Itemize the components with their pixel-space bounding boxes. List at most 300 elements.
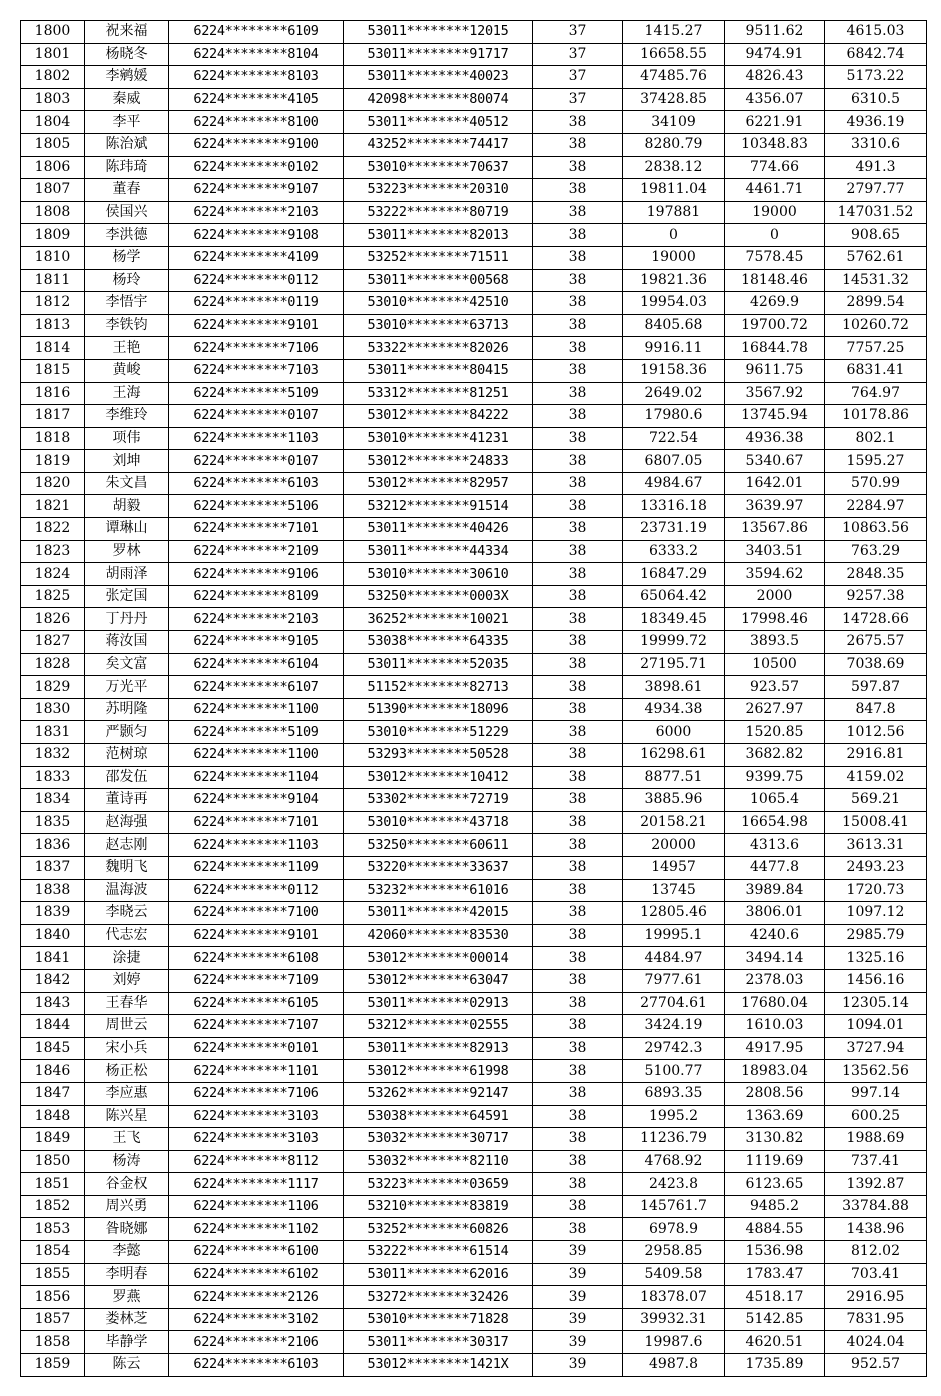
cell-amount-1: 20158.21: [623, 811, 725, 834]
cell-amount-1: 8405.68: [623, 314, 725, 337]
cell-amount-2: 16844.78: [725, 337, 825, 360]
cell-id-number: 53011********62016: [344, 1263, 533, 1286]
cell-age: 38: [533, 721, 623, 744]
cell-age: 38: [533, 1195, 623, 1218]
cell-amount-3: 1456.16: [825, 969, 927, 992]
cell-id-number: 53010********63713: [344, 314, 533, 337]
cell-bank-card: 6224********7106: [169, 1082, 344, 1105]
table-row: [21, 359, 927, 382]
cell-row-number: 1828: [21, 653, 85, 676]
table-row: [21, 1354, 927, 1377]
cell-amount-3: 1988.69: [825, 1128, 927, 1151]
cell-name: 朱文昌: [85, 472, 169, 495]
cell-amount-3: 15008.41: [825, 811, 927, 834]
cell-amount-2: 4620.51: [725, 1331, 825, 1354]
cell-age: 38: [533, 179, 623, 202]
cell-bank-card: 6224********5109: [169, 721, 344, 744]
cell-row-number: 1820: [21, 472, 85, 495]
cell-amount-3: 908.65: [825, 224, 927, 247]
cell-bank-card: 6224********0107: [169, 405, 344, 428]
cell-amount-2: 10348.83: [725, 133, 825, 156]
table-row: [21, 856, 927, 879]
cell-name: 矣文富: [85, 653, 169, 676]
cell-amount-2: 5340.67: [725, 450, 825, 473]
table-row: [21, 382, 927, 405]
cell-amount-3: 4936.19: [825, 111, 927, 134]
cell-bank-card: 6224********1103: [169, 427, 344, 450]
cell-id-number: 53212********02555: [344, 1015, 533, 1038]
cell-bank-card: 6224********5106: [169, 495, 344, 518]
cell-bank-card: 6224********7101: [169, 518, 344, 541]
cell-amount-1: 3885.96: [623, 789, 725, 812]
cell-amount-2: 13567.86: [725, 518, 825, 541]
cell-id-number: 53012********61998: [344, 1060, 533, 1083]
cell-amount-1: 23731.19: [623, 518, 725, 541]
cell-row-number: 1837: [21, 856, 85, 879]
cell-amount-1: 6000: [623, 721, 725, 744]
cell-name: 邵发伍: [85, 766, 169, 789]
cell-name: 董春: [85, 179, 169, 202]
cell-row-number: 1844: [21, 1015, 85, 1038]
cell-row-number: 1842: [21, 969, 85, 992]
cell-name: 陈兴星: [85, 1105, 169, 1128]
cell-age: 39: [533, 1241, 623, 1264]
cell-bank-card: 6224********9104: [169, 789, 344, 812]
cell-amount-1: 2958.85: [623, 1241, 725, 1264]
table-row: [21, 427, 927, 450]
cell-amount-3: 847.8: [825, 698, 927, 721]
cell-age: 39: [533, 1263, 623, 1286]
cell-amount-1: 2423.8: [623, 1173, 725, 1196]
cell-id-number: 53011********42015: [344, 902, 533, 925]
cell-amount-1: 722.54: [623, 427, 725, 450]
cell-id-number: 53010********51229: [344, 721, 533, 744]
table-row: [21, 156, 927, 179]
cell-age: 38: [533, 1173, 623, 1196]
cell-bank-card: 6224********1109: [169, 856, 344, 879]
cell-row-number: 1825: [21, 585, 85, 608]
cell-bank-card: 6224********2126: [169, 1286, 344, 1309]
table-row: [21, 1308, 927, 1331]
cell-amount-1: 12805.46: [623, 902, 725, 925]
cell-amount-3: 1325.16: [825, 947, 927, 970]
table-row: [21, 337, 927, 360]
cell-row-number: 1818: [21, 427, 85, 450]
cell-age: 38: [533, 1128, 623, 1151]
cell-amount-1: 14957: [623, 856, 725, 879]
cell-bank-card: 6224********6107: [169, 676, 344, 699]
cell-age: 38: [533, 969, 623, 992]
cell-amount-1: 17980.6: [623, 405, 725, 428]
cell-amount-3: 1094.01: [825, 1015, 927, 1038]
cell-amount-2: 18983.04: [725, 1060, 825, 1083]
cell-name: 侯国兴: [85, 201, 169, 224]
cell-id-number: 53272********32426: [344, 1286, 533, 1309]
cell-amount-2: 4884.55: [725, 1218, 825, 1241]
cell-age: 38: [533, 631, 623, 654]
cell-age: 38: [533, 540, 623, 563]
cell-amount-3: 600.25: [825, 1105, 927, 1128]
cell-amount-1: 19821.36: [623, 269, 725, 292]
cell-amount-3: 2848.35: [825, 563, 927, 586]
cell-amount-2: 16654.98: [725, 811, 825, 834]
cell-amount-2: 4461.71: [725, 179, 825, 202]
cell-age: 38: [533, 698, 623, 721]
cell-age: 38: [533, 133, 623, 156]
table-row: [21, 1060, 927, 1083]
cell-amount-2: 4477.8: [725, 856, 825, 879]
cell-amount-3: 13562.56: [825, 1060, 927, 1083]
cell-row-number: 1826: [21, 608, 85, 631]
cell-row-number: 1824: [21, 563, 85, 586]
table-row: [21, 269, 927, 292]
cell-age: 38: [533, 156, 623, 179]
cell-age: 37: [533, 43, 623, 66]
table-row: [21, 1218, 927, 1241]
cell-bank-card: 6224********8109: [169, 585, 344, 608]
cell-row-number: 1859: [21, 1354, 85, 1377]
cell-id-number: 53038********64591: [344, 1105, 533, 1128]
table-row: [21, 21, 927, 44]
cell-name: 杨晓冬: [85, 43, 169, 66]
cell-id-number: 53212********91514: [344, 495, 533, 518]
cell-amount-2: 6123.65: [725, 1173, 825, 1196]
cell-age: 38: [533, 947, 623, 970]
cell-row-number: 1848: [21, 1105, 85, 1128]
cell-id-number: 53010********42510: [344, 292, 533, 315]
cell-bank-card: 6224********1117: [169, 1173, 344, 1196]
cell-amount-2: 5142.85: [725, 1308, 825, 1331]
cell-row-number: 1858: [21, 1331, 85, 1354]
cell-amount-3: 10260.72: [825, 314, 927, 337]
cell-age: 39: [533, 1308, 623, 1331]
cell-id-number: 53012********84222: [344, 405, 533, 428]
cell-name: 王海: [85, 382, 169, 405]
cell-amount-3: 5173.22: [825, 66, 927, 89]
cell-amount-1: 4987.8: [623, 1354, 725, 1377]
table-row: [21, 224, 927, 247]
table-row: [21, 676, 927, 699]
cell-row-number: 1807: [21, 179, 85, 202]
cell-id-number: 53011********30317: [344, 1331, 533, 1354]
cell-amount-1: 19987.6: [623, 1331, 725, 1354]
cell-name: 罗林: [85, 540, 169, 563]
cell-name: 涂捷: [85, 947, 169, 970]
cell-amount-3: 6842.74: [825, 43, 927, 66]
table-row: [21, 450, 927, 473]
cell-bank-card: 6224********6103: [169, 1354, 344, 1377]
cell-amount-1: 27704.61: [623, 992, 725, 1015]
cell-id-number: 53222********80719: [344, 201, 533, 224]
cell-row-number: 1849: [21, 1128, 85, 1151]
cell-amount-1: 4934.38: [623, 698, 725, 721]
cell-amount-3: 764.97: [825, 382, 927, 405]
cell-amount-3: 952.57: [825, 1354, 927, 1377]
cell-id-number: 53011********91717: [344, 43, 533, 66]
cell-name: 范树琼: [85, 744, 169, 767]
cell-amount-3: 4024.04: [825, 1331, 927, 1354]
cell-name: 温海波: [85, 879, 169, 902]
cell-amount-2: 4936.38: [725, 427, 825, 450]
cell-amount-3: 10863.56: [825, 518, 927, 541]
cell-amount-3: 1438.96: [825, 1218, 927, 1241]
cell-bank-card: 6224********9107: [169, 179, 344, 202]
cell-id-number: 53312********81251: [344, 382, 533, 405]
table-row: [21, 608, 927, 631]
cell-id-number: 42060********83530: [344, 924, 533, 947]
cell-amount-2: 4917.95: [725, 1037, 825, 1060]
cell-amount-3: 4159.02: [825, 766, 927, 789]
cell-amount-3: 2916.81: [825, 744, 927, 767]
cell-name: 杨正松: [85, 1060, 169, 1083]
cell-amount-1: 1995.2: [623, 1105, 725, 1128]
cell-amount-2: 3130.82: [725, 1128, 825, 1151]
cell-amount-3: 1392.87: [825, 1173, 927, 1196]
cell-amount-3: 763.29: [825, 540, 927, 563]
cell-row-number: 1845: [21, 1037, 85, 1060]
cell-bank-card: 6224********1104: [169, 766, 344, 789]
table-row: [21, 1173, 927, 1196]
cell-row-number: 1851: [21, 1173, 85, 1196]
cell-amount-1: 197881: [623, 201, 725, 224]
table-row: [21, 721, 927, 744]
cell-amount-2: 4313.6: [725, 834, 825, 857]
table-row: [21, 744, 927, 767]
cell-name: 杨学: [85, 246, 169, 269]
cell-name: 毕静学: [85, 1331, 169, 1354]
cell-amount-3: 14728.66: [825, 608, 927, 631]
cell-bank-card: 6224********0101: [169, 1037, 344, 1060]
cell-amount-1: 4768.92: [623, 1150, 725, 1173]
cell-amount-3: 10178.86: [825, 405, 927, 428]
cell-bank-card: 6224********4109: [169, 246, 344, 269]
cell-amount-2: 17998.46: [725, 608, 825, 631]
cell-name: 王春华: [85, 992, 169, 1015]
cell-name: 祝来福: [85, 21, 169, 44]
cell-amount-1: 16658.55: [623, 43, 725, 66]
cell-name: 李洪德: [85, 224, 169, 247]
cell-row-number: 1836: [21, 834, 85, 857]
cell-age: 38: [533, 427, 623, 450]
cell-age: 39: [533, 1354, 623, 1377]
cell-amount-2: 2378.03: [725, 969, 825, 992]
cell-bank-card: 6224********1103: [169, 834, 344, 857]
table-row: [21, 924, 927, 947]
cell-name: 杨玲: [85, 269, 169, 292]
cell-age: 38: [533, 495, 623, 518]
cell-name: 严颢匀: [85, 721, 169, 744]
cell-id-number: 53011********40426: [344, 518, 533, 541]
table-row: [21, 111, 927, 134]
cell-id-number: 53011********82013: [344, 224, 533, 247]
cell-row-number: 1827: [21, 631, 85, 654]
cell-amount-2: 3806.01: [725, 902, 825, 925]
cell-name: 李明春: [85, 1263, 169, 1286]
record-table: [20, 20, 927, 1377]
cell-age: 38: [533, 834, 623, 857]
cell-amount-1: 34109: [623, 111, 725, 134]
cell-row-number: 1830: [21, 698, 85, 721]
cell-age: 38: [533, 1082, 623, 1105]
cell-id-number: 53010********41231: [344, 427, 533, 450]
cell-bank-card: 6224********7106: [169, 337, 344, 360]
table-row: [21, 495, 927, 518]
cell-amount-3: 14531.32: [825, 269, 927, 292]
cell-amount-1: 19158.36: [623, 359, 725, 382]
cell-age: 37: [533, 21, 623, 44]
cell-row-number: 1854: [21, 1241, 85, 1264]
cell-bank-card: 6224********3102: [169, 1308, 344, 1331]
cell-row-number: 1811: [21, 269, 85, 292]
cell-amount-1: 13745: [623, 879, 725, 902]
cell-amount-3: 7757.25: [825, 337, 927, 360]
cell-amount-1: 9916.11: [623, 337, 725, 360]
table-row: [21, 405, 927, 428]
cell-row-number: 1856: [21, 1286, 85, 1309]
table-row: [21, 653, 927, 676]
cell-amount-1: 3898.61: [623, 676, 725, 699]
cell-id-number: 53262********92147: [344, 1082, 533, 1105]
cell-age: 38: [533, 201, 623, 224]
cell-name: 赵志刚: [85, 834, 169, 857]
cell-id-number: 53210********83819: [344, 1195, 533, 1218]
cell-amount-1: 65064.42: [623, 585, 725, 608]
cell-id-number: 53223********03659: [344, 1173, 533, 1196]
table-row: [21, 43, 927, 66]
cell-amount-2: 9485.2: [725, 1195, 825, 1218]
cell-name: 周世云: [85, 1015, 169, 1038]
cell-age: 37: [533, 66, 623, 89]
cell-amount-1: 7977.61: [623, 969, 725, 992]
cell-bank-card: 6224********2109: [169, 540, 344, 563]
cell-id-number: 53010********71828: [344, 1308, 533, 1331]
cell-name: 罗燕: [85, 1286, 169, 1309]
cell-id-number: 53010********70637: [344, 156, 533, 179]
cell-amount-2: 2000: [725, 585, 825, 608]
cell-amount-3: 491.3: [825, 156, 927, 179]
cell-bank-card: 6224********2103: [169, 201, 344, 224]
cell-name: 赵海强: [85, 811, 169, 834]
cell-bank-card: 6224********2103: [169, 608, 344, 631]
cell-amount-2: 1642.01: [725, 472, 825, 495]
cell-amount-3: 9257.38: [825, 585, 927, 608]
cell-amount-2: 3989.84: [725, 879, 825, 902]
cell-amount-1: 39932.31: [623, 1308, 725, 1331]
cell-id-number: 53011********40512: [344, 111, 533, 134]
cell-id-number: 53038********64335: [344, 631, 533, 654]
table-body: [21, 21, 927, 1377]
cell-bank-card: 6224********1102: [169, 1218, 344, 1241]
table-row: [21, 540, 927, 563]
cell-id-number: 53252********60826: [344, 1218, 533, 1241]
cell-row-number: 1804: [21, 111, 85, 134]
cell-age: 38: [533, 1060, 623, 1083]
cell-id-number: 53223********20310: [344, 179, 533, 202]
cell-amount-3: 6831.41: [825, 359, 927, 382]
cell-name: 宋小兵: [85, 1037, 169, 1060]
cell-amount-2: 4826.43: [725, 66, 825, 89]
cell-row-number: 1806: [21, 156, 85, 179]
cell-age: 39: [533, 1331, 623, 1354]
cell-row-number: 1809: [21, 224, 85, 247]
cell-amount-2: 9511.62: [725, 21, 825, 44]
cell-id-number: 53012********24833: [344, 450, 533, 473]
cell-amount-3: 2916.95: [825, 1286, 927, 1309]
cell-amount-2: 2808.56: [725, 1082, 825, 1105]
cell-row-number: 1803: [21, 88, 85, 111]
cell-amount-1: 4484.97: [623, 947, 725, 970]
cell-amount-3: 1595.27: [825, 450, 927, 473]
cell-name: 刘婷: [85, 969, 169, 992]
cell-amount-1: 0: [623, 224, 725, 247]
table-row: [21, 766, 927, 789]
cell-age: 38: [533, 292, 623, 315]
cell-name: 昝晓娜: [85, 1218, 169, 1241]
cell-bank-card: 6224********9101: [169, 924, 344, 947]
cell-amount-1: 2838.12: [623, 156, 725, 179]
cell-amount-1: 19811.04: [623, 179, 725, 202]
cell-bank-card: 6224********1100: [169, 698, 344, 721]
cell-bank-card: 6224********1101: [169, 1060, 344, 1083]
table-row: [21, 314, 927, 337]
cell-amount-1: 29742.3: [623, 1037, 725, 1060]
cell-id-number: 53232********61016: [344, 879, 533, 902]
cell-name: 项伟: [85, 427, 169, 450]
cell-bank-card: 6224********4105: [169, 88, 344, 111]
cell-amount-3: 737.41: [825, 1150, 927, 1173]
cell-id-number: 53302********72719: [344, 789, 533, 812]
cell-row-number: 1821: [21, 495, 85, 518]
cell-bank-card: 6224********2106: [169, 1331, 344, 1354]
cell-age: 38: [533, 1218, 623, 1241]
table-row: [21, 1128, 927, 1151]
cell-age: 38: [533, 224, 623, 247]
cell-amount-3: 2985.79: [825, 924, 927, 947]
cell-name: 张定国: [85, 585, 169, 608]
cell-name: 陈治斌: [85, 133, 169, 156]
cell-amount-3: 2675.57: [825, 631, 927, 654]
cell-amount-1: 5100.77: [623, 1060, 725, 1083]
cell-bank-card: 6224********1100: [169, 744, 344, 767]
cell-amount-2: 7578.45: [725, 246, 825, 269]
cell-age: 38: [533, 653, 623, 676]
cell-amount-1: 2649.02: [623, 382, 725, 405]
cell-row-number: 1832: [21, 744, 85, 767]
cell-amount-2: 4269.9: [725, 292, 825, 315]
cell-amount-2: 3594.62: [725, 563, 825, 586]
table-row: [21, 518, 927, 541]
cell-row-number: 1831: [21, 721, 85, 744]
table-row: [21, 563, 927, 586]
cell-bank-card: 6224********7109: [169, 969, 344, 992]
cell-amount-2: 4356.07: [725, 88, 825, 111]
table-row: [21, 1037, 927, 1060]
cell-row-number: 1839: [21, 902, 85, 925]
cell-name: 谭琳山: [85, 518, 169, 541]
cell-age: 38: [533, 902, 623, 925]
cell-row-number: 1800: [21, 21, 85, 44]
cell-amount-1: 19954.03: [623, 292, 725, 315]
cell-age: 38: [533, 1037, 623, 1060]
cell-row-number: 1816: [21, 382, 85, 405]
cell-amount-2: 3682.82: [725, 744, 825, 767]
cell-id-number: 53012********63047: [344, 969, 533, 992]
cell-id-number: 53032********82110: [344, 1150, 533, 1173]
cell-amount-3: 2899.54: [825, 292, 927, 315]
cell-row-number: 1833: [21, 766, 85, 789]
table-row: [21, 879, 927, 902]
cell-id-number: 53011********80415: [344, 359, 533, 382]
